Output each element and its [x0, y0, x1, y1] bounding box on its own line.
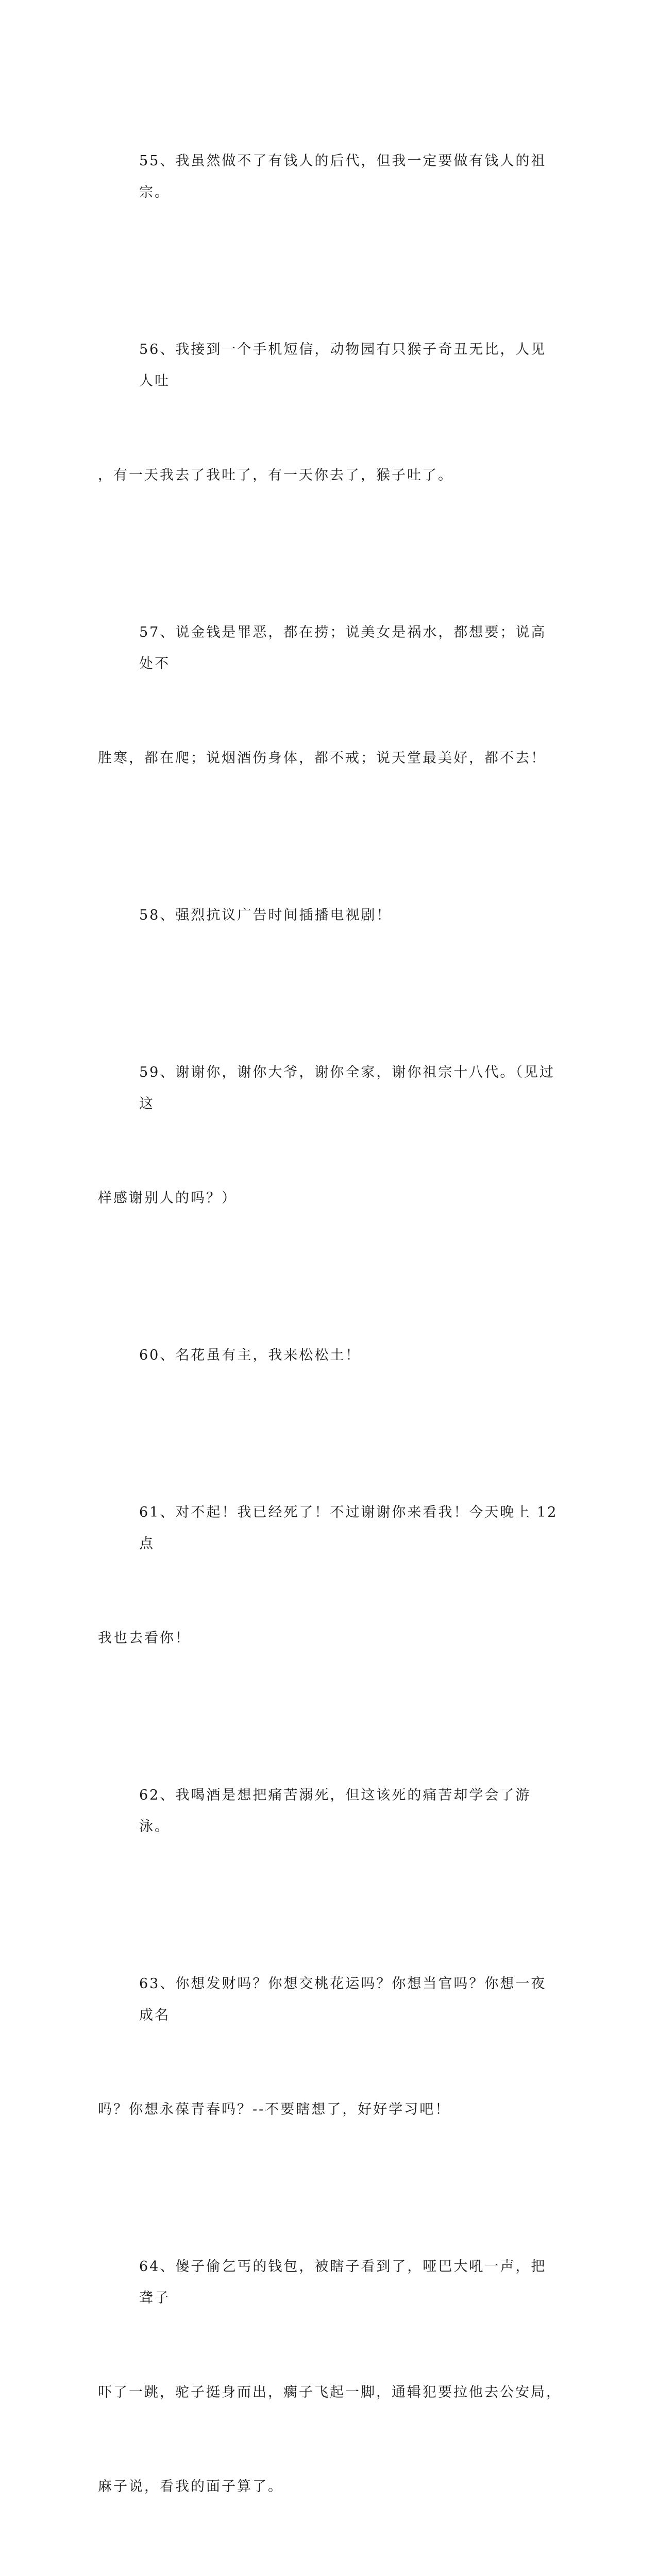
paragraph-line: 胜寒，都在爬；说烟酒伤身体，都不戒；说天堂最美好，都不去！	[98, 750, 546, 766]
document-body	[98, 82, 562, 2576]
paragraph-line: 58、强烈抗议广告时间插播电视剧！	[139, 907, 392, 923]
list-item	[98, 2565, 562, 2576]
list-item	[98, 1434, 562, 1717]
paragraph-line: 56、我接到一个手机短信，动物园有只猴子奇丑无比，人见人吐	[139, 342, 547, 389]
paragraph-line: 我也去看你！	[98, 1630, 191, 1646]
paragraph-line: 61、对不起！我已经死了！不过谢谢你来看我！今天晚上 12 点	[139, 1504, 564, 1552]
paragraph-line: 55、我虽然做不了有钱人的后代，但我一定要做有钱人的祖宗。	[139, 153, 547, 200]
paragraph-line: 吗？你想永葆青春吗？--不要瞎想了，好好学习吧！	[98, 2102, 451, 2117]
paragraph-line: 63、你想发财吗？你想交桃花运吗？你想当官吗？你想一夜成名	[139, 1976, 547, 2023]
paragraph-line: 吓了一跳，驼子挺身而出，瘸子飞起一脚，通辑犯要拉他去公安局，	[98, 2384, 562, 2400]
list-item	[98, 1277, 562, 1434]
list-item	[98, 82, 562, 271]
paragraph-line: 麻子说，看我的面子算了。	[98, 2479, 283, 2495]
list-item	[98, 554, 562, 837]
paragraph-line: 59、谢谢你，谢你大爷，谢你全家，谢你祖宗十八代。（见过这	[139, 1064, 555, 1112]
list-item	[98, 271, 562, 554]
list-item	[98, 994, 562, 1277]
list-item	[98, 2188, 562, 2565]
paragraph-line: 62、我喝酒是想把痛苦溺死，但这该死的痛苦却学会了游泳。	[139, 1787, 531, 1835]
paragraph-line: ，有一天我去了我吐了，有一天你去了，猴子吐了。	[98, 467, 453, 483]
paragraph-line: 57、说金钱是罪恶，都在捞；说美女是祸水，都想要；说高处不	[139, 624, 547, 672]
paragraph-line: 样感谢别人的吗？）	[98, 1190, 237, 1206]
list-item	[98, 1717, 562, 1905]
paragraph-line: 60、名花虽有主，我来松松土！	[139, 1347, 361, 1363]
paragraph-line: 64、傻子偷乞丐的钱包，被瞎子看到了，哑巴大吼一声，把聋子	[139, 2259, 547, 2306]
list-item	[98, 837, 562, 994]
list-item	[98, 1905, 562, 2188]
